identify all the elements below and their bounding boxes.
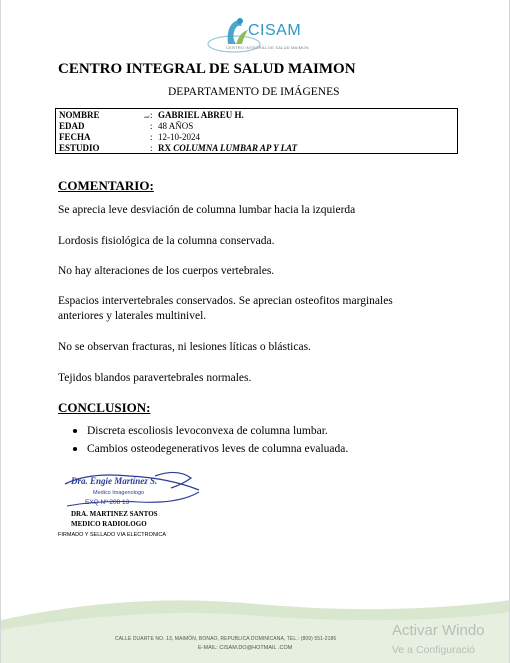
date-colon: : (150, 132, 153, 142)
department-title: DEPARTAMENTO DE IMÁGENES (168, 86, 340, 98)
date-label: FECHA (59, 132, 91, 142)
logo-wordmark: CISAM (248, 22, 302, 39)
bullet-icon (73, 447, 77, 451)
conclusion-list (73, 422, 348, 458)
name-label: NOMBRE (59, 110, 100, 120)
bullet-icon (73, 429, 77, 433)
stamp-name: Dra. Engie Martínez S. (71, 476, 158, 486)
conclusion-heading: CONCLUSION: (58, 400, 151, 415)
age-colon: : (150, 121, 153, 131)
patient-info-box (55, 108, 458, 154)
footer-email: E-MAIL: CISAM.DO@HOTMAIL .COM (198, 645, 293, 651)
age-value: 48 AÑOS (158, 121, 194, 131)
patient-name-row (59, 110, 454, 121)
footer-address: CALLE DUARTE NO. 13, MAIMÓN, BONAO, REPUBLICA DOMINICANA, TEL.: (809) 551-2186 (115, 636, 337, 642)
comment-paragraph: Tejidos blandos paravertebrales normales. (58, 372, 252, 384)
logo-subtitle: CENTRO INTEGRAL DE SALUD MAIMON (226, 45, 309, 50)
name-colon: : (150, 110, 153, 120)
comment-paragraph: Se aprecia leve desviación de columna lumbar hacia la izquierda (58, 204, 356, 216)
list-item-text: Cambios osteodegenerativos leves de columna evaluada. (87, 443, 349, 455)
study-prefix: RX (158, 143, 171, 153)
patient-age-row (59, 121, 454, 132)
cisam-logo (206, 14, 326, 56)
patient-date-row (59, 132, 454, 143)
activation-watermark-title: Activar Windo (392, 622, 485, 639)
study-colon: : (150, 143, 153, 153)
stamp-role: Medico Imagenologo (93, 490, 145, 496)
page-title: CENTRO INTEGRAL DE SALUD MAIMON (58, 61, 356, 77)
study-name: COLUMNA LUMBAR AP Y LAT (173, 143, 298, 153)
comment-heading: COMENTARIO: (58, 178, 154, 193)
date-value: 12-10-2024 (158, 132, 200, 142)
list-item (73, 440, 348, 458)
comment-paragraph: anteriores y laterales multinivel. (58, 310, 207, 322)
list-item (73, 422, 348, 440)
comment-paragraph: No hay alteraciones de los cuerpos vertebrales. (58, 265, 275, 277)
comment-paragraph: No se observan fracturas, ni lesiones líticas o blásticas. (58, 341, 311, 353)
stamp-exq: EXQ Nº 208 13 (85, 499, 130, 506)
comment-paragraph: Espacios intervertebrales conservados. Se aprecian osteofitos marginales (58, 295, 393, 307)
name-value: GABRIEL ABREU H. (158, 110, 244, 120)
signer-name: DRA. MARTINEZ SANTOS (71, 510, 158, 518)
pen-mark-icon: ﺳ (144, 112, 150, 120)
signer-role: MEDICO RADIOLOGO (71, 520, 147, 528)
study-label: ESTUDIO (59, 143, 100, 153)
age-label: EDAD (59, 121, 85, 131)
study-value (158, 143, 297, 154)
patient-study-row (59, 143, 454, 154)
activation-watermark-subtitle: Ve a Configuració (392, 644, 475, 656)
comment-paragraph: Lordosis fisiológica de la columna conservada. (58, 235, 275, 247)
signature-note: FIRMADO Y SELLADO VIA ELECTRONICA (58, 532, 166, 538)
list-item-text: Discreta escoliosis levoconvexa de columna lumbar. (87, 425, 328, 437)
